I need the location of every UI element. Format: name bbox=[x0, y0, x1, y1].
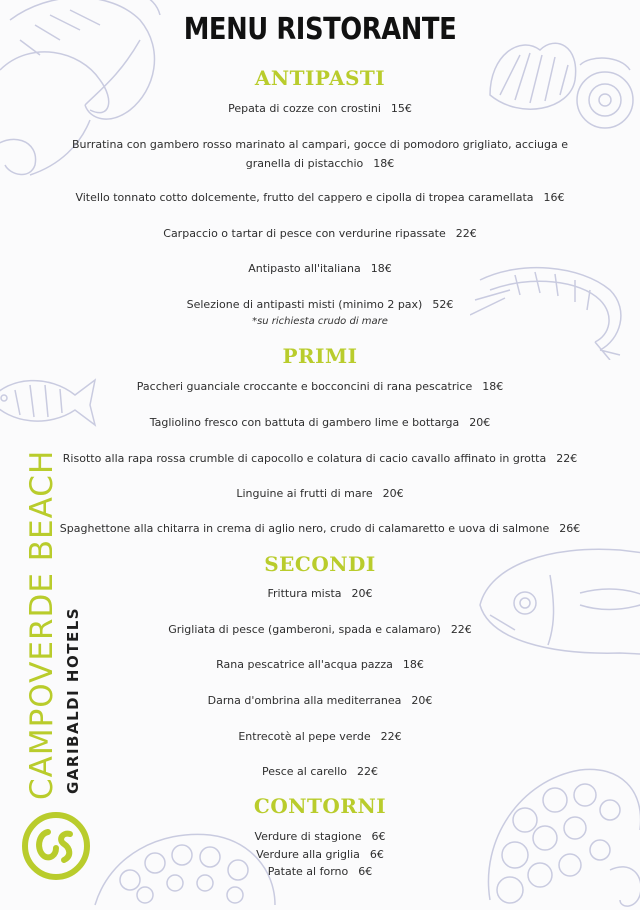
menu-item: Selezione di antipasti misti (minimo 2 pax) 52€ bbox=[186, 298, 454, 311]
page-title: MENU RISTORANTE bbox=[183, 12, 457, 47]
logo-icon bbox=[20, 810, 92, 882]
menu-item: Linguine ai frutti di mare 20€ bbox=[236, 487, 404, 500]
brand-name: CAMPOVERDE BEACH bbox=[24, 449, 60, 800]
menu-item: Carpaccio o tartar di pesce con verdurine ripassate 22€ bbox=[163, 227, 477, 240]
menu-item: Paccheri guanciale croccante e bocconcini di rana pescatrice 18€ bbox=[136, 380, 504, 393]
menu-item: Risotto alla rapa rossa crumble di capocollo e colatura di cacio cavallo affinato in grotta 22€ bbox=[62, 452, 578, 465]
menu-item: Vitello tonnato cotto dolcemente, frutto del cappero e cipolla di tropea caramellata 16€ bbox=[75, 191, 565, 204]
menu-item: Pepata di cozze con crostini 15€ bbox=[228, 102, 412, 115]
menu-item: Grigliata di pesce (gamberoni, spada e calamaro) 22€ bbox=[168, 623, 472, 636]
menu-item: Entrecotè al pepe verde 22€ bbox=[238, 730, 402, 743]
menu-item: Tagliolino fresco con battuta di gambero lime e bottarga 20€ bbox=[149, 416, 491, 429]
section-title-contorni: CONTORNI bbox=[253, 794, 387, 818]
menu-item: Darna d'ombrina alla mediterranea 20€ bbox=[207, 694, 433, 707]
brand-block bbox=[24, 450, 82, 800]
section-title-secondi: SECONDI bbox=[264, 552, 376, 576]
menu-item: Rana pescatrice all'acqua pazza 18€ bbox=[216, 658, 424, 671]
menu-item: Antipasto all'italiana 18€ bbox=[248, 262, 392, 275]
menu-item: Verdure alla griglia 6€ bbox=[256, 848, 384, 861]
section-title-antipasti: ANTIPASTI bbox=[254, 66, 386, 90]
menu-item: Spaghettone alla chitarra in crema di aglio nero, crudo di calamaretto e uova di salmone 26€ bbox=[59, 522, 581, 535]
brand-subtitle: GARIBALDI HOTELS bbox=[64, 606, 82, 794]
menu-item: Pesce al carello 22€ bbox=[261, 765, 379, 778]
menu-note: *su richiesta crudo di mare bbox=[252, 316, 388, 327]
menu-item: Burratina con gambero rosso marinato al campari, gocce di pomodoro grigliato, acciuga e granella di pistacchio 18€ bbox=[72, 138, 568, 170]
menu-item: Patate al forno 6€ bbox=[267, 865, 373, 878]
menu-item: Verdure di stagione 6€ bbox=[254, 830, 386, 843]
menu-item: Frittura mista 20€ bbox=[267, 587, 373, 600]
section-title-primi: PRIMI bbox=[282, 344, 358, 368]
